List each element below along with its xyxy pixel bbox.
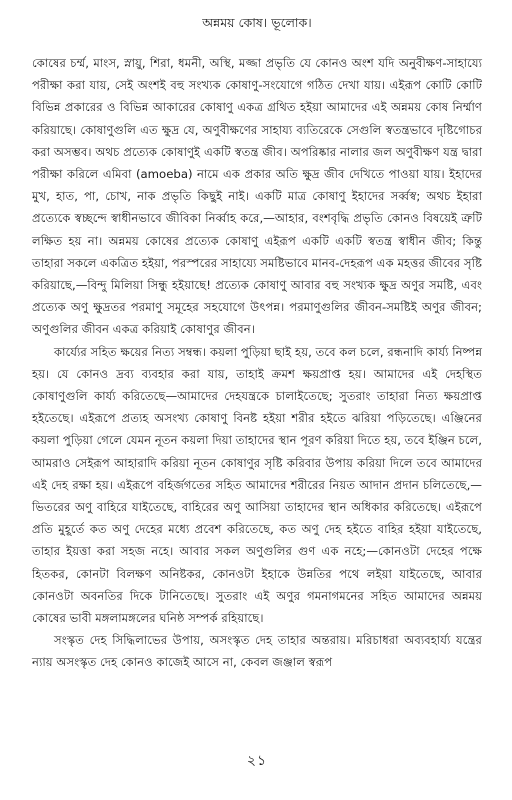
- paragraph: কোষের চর্ম্ম, মাংস, স্নায়ু, শিরা, ধমনী, অস্থি, মজ্জা প্রভৃতি যে কোনও অংশ যদি অনুবীক্ষণ-সাহায্যে পরীক্ষা করা যায়, সেই অংশই বহু সংখ্যক কোষাণু-সংযোগে গঠিত দেখা যায়। এইরূপ কোটি কোটি বিভিন্ন প্রকারের ও বিভিন্ন আকারের কোষাণু একত্র গ্রথিত হইয়া আমাদের এই অন্নময় কোষ নির্ম্মাণ করিয়াছে। কোষাণুগুলি এত ক্ষুদ্র যে, অণুবীক্ষণের সাহায্য ব্যতিরেকে সেগুলি স্বতন্ত্রভাবে দৃষ্টিগোচর করা অসম্ভব। অথচ প্রত্যেক কোষাণুই একটি স্বতন্ত্র জীব। অপরিষ্কার নালার জল অণুবীক্ষণ যন্ত্র দ্বারা পরীক্ষা করিলে এমিবা (amoeba) নামে এক প্রকার অতি ক্ষুদ্র জীব দেখিতে পাওয়া যায়। ইহাদের মুখ, হাত, পা, চোখ, নাক প্রভৃতি কিছুই নাই। একটি মাত্র কোষাণু ইহাদের সর্ব্বস্ব; অথচ ইহারা প্রত্যেকে স্বচ্ছন্দে স্বাধীনভাবে জীবিকা নির্ব্বাহ করে,—আহার, বংশবৃদ্ধি প্রভৃতি কোনও বিষয়েই ত্রুটি লক্ষিত হয় না। অন্নময় কোষের প্রত্যেক কোষাণু এইরূপ একটি একটি স্বতন্ত্র স্বাধীন জীব; কিন্তু তাহারা সকলে একত্রিত হইয়া, পরস্পরের সাহায্যে সমষ্টিভাবে মানব-দেহরূপ এক মহত্তর জীবের সৃষ্টি করিয়াছে,—বিন্দু মিলিয়া সিন্ধু হইয়াছে! প্রত্যেক কোষাণু আবার বহু সংখ্যক ক্ষুদ্র অণুর সমষ্টি, এবং প্রত্যেক অণু ক্ষুদ্রতর পরমাণু সমূহের সহযোগে উৎপন্ন। পরমাণুগুলির জীবন-সমষ্টিই অণুর জীবন; অণুগুলির জীবন একত্র করিয়াই কোষাণুর জীবন।: [32, 56, 482, 337]
- book-page: [32, 14, 482, 786]
- paragraph: কার্য্যের সহিত ক্ষয়ের নিত্য সম্বন্ধ। কয়লা পুড়িয়া ছাই হয়, তবে কল চলে, রন্ধনাদি কার্য্য নিষ্পন্ন হয়। যে কোনও দ্রব্য ব্যবহার করা যায়, তাহাই ক্রমশ ক্ষয়প্রাপ্ত হয়। আমাদের এই দেহস্থিত কোষাণুগুলি কার্য্য করিতেছে—আমাদের দেহযন্ত্রকে চালাইতেছে; সুতরাং তাহারা নিত্য ক্ষয়প্রাপ্ত হইতেছে। এইরূপে প্রত্যহ অসংখ্য কোষাণু বিনষ্ট হইয়া শরীর হইতে ঝরিয়া পড়িতেছে। এঞ্জিনের কয়লা পুড়িয়া গেলে যেমন নূতন কয়লা দিয়া তাহাদের স্থান পূরণ করিয়া দিতে হয়, তবে ইঞ্জিন চলে, আমরাও সেইরূপ আহারাদি করিয়া নূতন কোষাণুর সৃষ্টি করিবার উপায় করিয়া দিলে তবে আমাদের এই দেহ রক্ষা হয়। এইরূপে বহির্জগতের সহিত আমাদের শরীরের নিয়ত আদান প্রদান চলিতেছে,—ভিতরের অণু বাহিরে যাইতেছে, বাহিরের অণু আসিয়া তাহাদের স্থান অধিকার করিতেছে। এইরূপে প্রতি মুহূর্তে কত অণু দেহের মধ্যে প্রবেশ করিতেছে, কত অণু দেহ হইতে বাহির হইয়া যাইতেছে, তাহার ইয়ত্তা করা সহজ নহে। আবার সকল অণুগুলির গুণ এক নহে;—কোনওটা দেহের পক্ষে হিতকর, কোনটা বিলক্ষণ অনিষ্টকর, কোনওটা ইহাকে উন্নতির পথে লইয়া যাইতেছে, আবার কোনওটা অবনতির দিকে টানিতেছে। সুতরাং এই অণুর গমনাগমনের সহিত আমাদের অন্নময় কোষের ভাবী মঙ্গলামঙ্গলের ঘনিষ্ঠ সম্পর্ক রহিয়াছে।: [32, 344, 482, 626]
- running-header: অন্নময় কোষ। ভূলোক।: [202, 15, 312, 30]
- body-text: [32, 52, 482, 674]
- paragraph: সংস্কৃত দেহ সিদ্ধিলাভের উপায়, অসংস্কৃত দেহ তাহার অন্তরায়। মরিচাধরা অব্যবহার্য্য যন্ত্রের ন্যায় অসংস্কৃত দেহ কোনও কাজেই আসে না, কেবল জঞ্জাল স্বরূপ: [32, 633, 482, 670]
- page-number: ২১: [246, 753, 268, 769]
